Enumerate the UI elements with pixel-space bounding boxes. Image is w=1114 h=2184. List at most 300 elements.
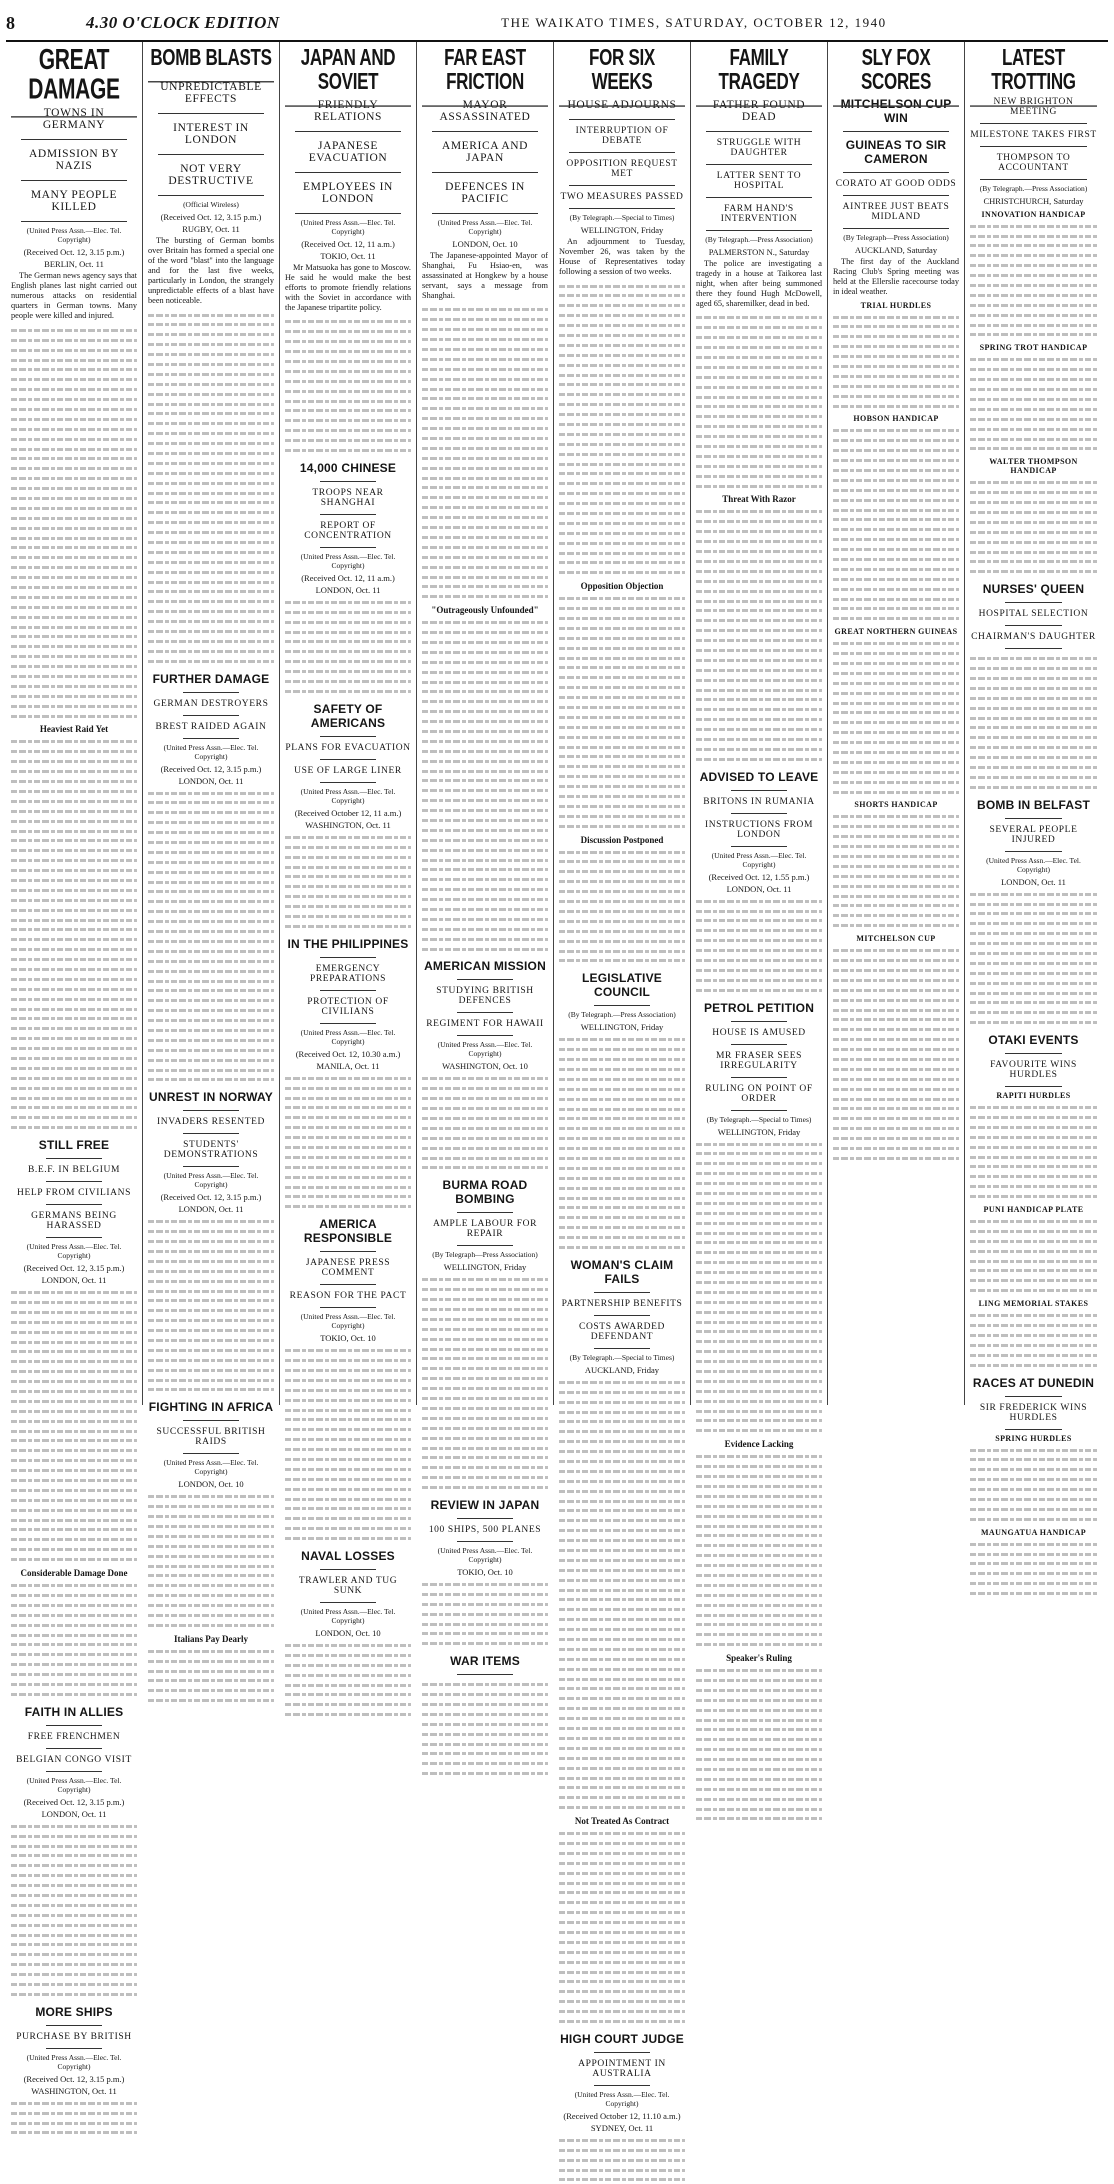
divider xyxy=(1005,1429,1062,1430)
divider xyxy=(1005,648,1062,649)
subheadline: IN THE PHILIPPINES xyxy=(287,936,409,951)
body-text-lines xyxy=(970,1539,1097,1598)
deck-line: INSTRUCTIONS FROM LONDON xyxy=(704,819,814,840)
subheadline: RACES AT DUNEDIN xyxy=(972,1375,1095,1390)
dateline: (Received Oct. 12, 3.15 p.m.) xyxy=(160,211,262,222)
section-subhead: Threat With Razor xyxy=(722,494,796,505)
deck-line: REPORT OF CONCENTRATION xyxy=(304,520,392,541)
divider xyxy=(183,692,239,693)
article-text: The bursting of German bombs over Britain has formed a special one of the word "blast" into the language and for the last five weeks, particularly in London, the strangely unpredictable effects of a blast have been noticeable. xyxy=(148,235,274,305)
deck-line: HOUSE IS AMUSED xyxy=(712,1027,806,1038)
body-text-lines xyxy=(559,2135,685,2184)
deck-line: STUDYING BRITISH DEFENCES xyxy=(436,986,534,1007)
divider xyxy=(46,1748,102,1749)
wire-credit: (By Telegraph.—Special to Times) xyxy=(569,1352,675,1362)
dateline: (Received Oct. 12, 3.15 p.m.) xyxy=(23,247,125,258)
dateline: (Received Oct. 12, 3.15 p.m.) xyxy=(23,1263,125,1274)
divider xyxy=(569,185,675,186)
body-text-lines xyxy=(422,617,548,953)
body-text-lines xyxy=(970,1310,1097,1369)
dateline: LONDON, Oct. 11 xyxy=(1001,876,1066,887)
divider xyxy=(594,1315,650,1316)
dateline: AUCKLAND, Friday xyxy=(584,1364,660,1375)
race-title: MAUNGATUA HANDICAP xyxy=(980,1527,1087,1537)
divider xyxy=(731,813,787,814)
divider xyxy=(158,113,264,114)
divider xyxy=(843,131,949,132)
subheadline: NURSES' QUEEN xyxy=(982,582,1085,597)
section-subhead: Considerable Damage Done xyxy=(20,1568,128,1579)
divider xyxy=(183,1420,239,1421)
dateline: TOKIO, Oct. 11 xyxy=(320,250,376,261)
body-text-lines xyxy=(11,325,137,721)
body-text-lines xyxy=(11,1287,137,1564)
race-title: SPRING HURDLES xyxy=(995,1433,1072,1443)
headline: BOMB BLASTS xyxy=(148,46,274,82)
deck-line: JAPANESE PRESS COMMENT xyxy=(305,1258,391,1279)
divider xyxy=(295,172,401,173)
deck-line: NOT VERY DESTRUCTIVE xyxy=(168,162,254,187)
subheadline: BOMB IN BELFAST xyxy=(977,797,1090,812)
wire-credit: (United Press Assn.—Elec. Tel. Copyright) xyxy=(300,786,396,805)
divider xyxy=(594,2052,650,2053)
headline: FOR SIX WEEKS xyxy=(559,46,685,106)
divider xyxy=(980,123,1087,124)
wire-credit: (United Press Assn.—Elec. Tel. Copyright) xyxy=(437,1040,533,1059)
headline: FAMILY TRAGEDY xyxy=(696,46,822,106)
divider xyxy=(320,1284,376,1285)
divider xyxy=(46,1725,102,1726)
wire-credit: (United Press Assn.—Elec. Tel. Copyright) xyxy=(300,1312,396,1331)
divider xyxy=(731,790,787,791)
headline: JAPAN AND SOVIET xyxy=(285,46,411,106)
divider xyxy=(1005,1396,1062,1397)
dateline: LONDON, Oct. 11 xyxy=(41,1808,107,1819)
body-text-lines xyxy=(422,1679,548,1778)
deck-line: PLANS FOR EVACUATION xyxy=(285,742,411,753)
race-title: WALTER THOMPSON HANDICAP xyxy=(989,457,1078,476)
dateline: WELLINGTON, Friday xyxy=(580,1022,664,1033)
wire-credit: (United Press Assn.—Elec. Tel. Copyright) xyxy=(26,1242,122,1261)
subheadline: FIGHTING IN AFRICA xyxy=(148,1400,274,1415)
body-text-lines xyxy=(833,312,959,411)
section-subhead: Discussion Postponed xyxy=(580,834,664,845)
divider xyxy=(1005,818,1062,819)
race-title: INNOVATION HANDICAP xyxy=(981,209,1086,219)
deck-line: AINTREE JUST BEATS MIDLAND xyxy=(842,201,950,222)
body-text-lines xyxy=(285,1640,411,1719)
wire-credit: (By Telegraph.—Press Association) xyxy=(979,183,1088,193)
section-subhead: Evidence Lacking xyxy=(724,1439,794,1450)
dateline: MANILA, Oct. 11 xyxy=(316,1060,380,1071)
body-text-lines xyxy=(970,1102,1097,1201)
wire-credit: (United Press Assn.—Elec. Tel. Copyright) xyxy=(300,551,396,570)
divider xyxy=(731,1021,787,1022)
divider xyxy=(183,1166,239,1167)
divider xyxy=(295,131,401,132)
body-text-lines xyxy=(148,310,274,666)
divider xyxy=(46,2048,102,2049)
divider xyxy=(320,547,376,548)
deck-line: BREST RAIDED AGAIN xyxy=(155,721,267,732)
body-text-lines xyxy=(422,1073,548,1172)
deck-line: AMERICA AND JAPAN xyxy=(441,139,529,164)
body-text-lines xyxy=(285,316,411,454)
dateline: LONDON, Oct. 11 xyxy=(41,1275,107,1286)
race-title: SHORTS HANDICAP xyxy=(854,800,938,810)
body-text-lines xyxy=(833,945,959,1163)
news-column xyxy=(280,42,417,1639)
news-column xyxy=(965,42,1102,1537)
dateline: BERLIN, Oct. 11 xyxy=(44,259,104,270)
subheadline: LEGISLATIVE COUNCIL xyxy=(582,971,662,1000)
dateline: LONDON, Oct. 10 xyxy=(178,1479,244,1490)
deck-line: MILESTONE TAKES FIRST xyxy=(970,129,1097,140)
divider xyxy=(594,1005,650,1006)
dateline: (Received Oct. 12, 3.15 p.m.) xyxy=(160,1192,262,1203)
section-subhead: "Outrageously Unfounded" xyxy=(431,605,539,616)
body-text-lines xyxy=(696,1139,822,1436)
dateline: (Received Oct. 12, 3.15 p.m.) xyxy=(23,1796,125,1807)
divider xyxy=(457,979,513,980)
deck-line: MR FRASER SEES IRREGULARITY xyxy=(715,1050,802,1071)
column-grid xyxy=(6,42,1108,2133)
divider xyxy=(320,759,376,760)
divider xyxy=(158,154,264,155)
dateline: LONDON, Oct. 11 xyxy=(315,584,381,595)
deck-line: DEFENCES IN PACIFIC xyxy=(445,180,525,205)
deck-line: NEW BRIGHTON MEETING xyxy=(993,96,1074,117)
dateline: (Received Oct. 12, 11 a.m.) xyxy=(301,238,395,249)
divider xyxy=(432,131,538,132)
edition-label: 4.30 O'CLOCK EDITION xyxy=(86,13,280,32)
deck-line: ADMISSION BY NAZIS xyxy=(29,148,119,173)
dateline: (Received Oct. 12, 10.30 a.m.) xyxy=(295,1048,401,1059)
divider xyxy=(320,481,376,482)
body-text-lines xyxy=(833,425,959,623)
wire-credit: (United Press Assn.—Elec. Tel. Copyright) xyxy=(300,1607,396,1626)
divider xyxy=(594,2085,650,2086)
section-subhead: Heaviest Raid Yet xyxy=(39,724,109,735)
subheadline: UNREST IN NORWAY xyxy=(149,1090,273,1105)
wire-credit: (United Press Assn.—Elec. Tel. Copyright) xyxy=(26,226,122,245)
deck-line: CORATO AT GOOD ODDS xyxy=(835,178,957,189)
dateline: LONDON, Oct. 10 xyxy=(315,1628,381,1639)
divider xyxy=(183,715,239,716)
divider xyxy=(320,736,376,737)
divider xyxy=(1005,602,1062,603)
body-text-lines xyxy=(970,1445,1097,1524)
body-text-lines xyxy=(696,1665,822,1823)
deck-line: HOSPITAL SELECTION xyxy=(978,609,1089,620)
wire-credit: (United Press Assn.—Elec. Tel. Copyright) xyxy=(437,217,533,236)
body-text-lines xyxy=(559,1377,685,1812)
dateline: RUGBY, Oct. 11 xyxy=(182,223,240,234)
wire-credit: (By Telegraph.—Special to Times) xyxy=(569,212,675,222)
subheadline: REVIEW IN JAPAN xyxy=(430,1497,540,1512)
subheadline: ADVISED TO LEAVE xyxy=(699,769,819,784)
deck-line: RULING ON POINT OF ORDER xyxy=(705,1083,813,1104)
deck-line: STUDENTS' DEMONSTRATIONS xyxy=(163,1140,259,1161)
deck-line: 100 SHIPS, 500 PLANES xyxy=(428,1524,542,1535)
divider xyxy=(457,1541,513,1542)
body-text-lines xyxy=(696,896,822,995)
body-text-lines xyxy=(285,1345,411,1543)
body-text-lines xyxy=(970,354,1097,453)
deck-line: FARM HAND'S INTERVENTION xyxy=(720,203,798,224)
body-text-lines xyxy=(285,1073,411,1211)
deck-line: FAVOURITE WINS HURDLES xyxy=(990,1060,1077,1081)
race-title: GREAT NORTHERN GUINEAS xyxy=(834,627,958,637)
body-text-lines xyxy=(696,312,822,490)
wire-credit: (United Press Assn.—Elec. Tel. Copyright) xyxy=(163,1458,259,1477)
deck-line: CHAIRMAN'S DAUGHTER xyxy=(971,632,1096,643)
dateline: WASHINGTON, Oct. 11 xyxy=(31,2085,117,2096)
wire-credit: (United Press Assn.—Elec. Tel. Copyright) xyxy=(163,742,259,761)
divider xyxy=(980,179,1087,180)
body-text-lines xyxy=(970,653,1097,791)
deck-line: GERMAN DESTROYERS xyxy=(153,698,269,709)
deck-line: TOWNS IN GERMANY xyxy=(42,107,106,132)
deck-line: TROOPS NEAR SHANGHAI xyxy=(312,487,384,508)
dateline: WASHINGTON, Oct. 11 xyxy=(305,819,391,830)
divider xyxy=(457,1245,513,1246)
news-column xyxy=(828,42,965,1405)
wire-credit: (United Press Assn.—Elec. Tel. Copyright) xyxy=(574,2089,670,2108)
dateline: (Received Oct. 12, 1.55 p.m.) xyxy=(708,871,810,882)
deck-line: HELP FROM CIVILIANS xyxy=(17,1188,131,1199)
subheadline: NAVAL LOSSES xyxy=(301,1549,395,1564)
subheadline: FAITH IN ALLIES xyxy=(24,1704,124,1719)
divider xyxy=(1005,1053,1062,1054)
dateline: WASHINGTON, Oct. 10 xyxy=(442,1061,528,1072)
article-text: An adjournment to Tuesday, November 26, was taken by the House of Representatives today following a session of two weeks. xyxy=(559,236,685,276)
subheadline: WAR ITEMS xyxy=(450,1654,520,1669)
subheadline: MORE SHIPS xyxy=(35,2004,113,2019)
dateline: WELLINGTON, Friday xyxy=(580,224,664,235)
divider xyxy=(457,1674,513,1675)
divider xyxy=(320,1307,376,1308)
deck-line: SIR FREDERICK WINS HURDLES xyxy=(979,1402,1088,1423)
divider xyxy=(320,1023,376,1024)
divider xyxy=(46,1158,102,1159)
deck-line: LATTER SENT TO HOSPITAL xyxy=(716,170,802,191)
deck-line: INTERRUPTION OF DEBATE xyxy=(575,125,669,146)
masthead xyxy=(6,6,1108,42)
deck-line: TRAWLER AND TUG SUNK xyxy=(298,1576,398,1597)
divider xyxy=(46,1771,102,1772)
body-text-lines xyxy=(970,1216,1097,1295)
dateline: LONDON, Oct. 11 xyxy=(726,883,792,894)
dateline: LONDON, Oct. 11 xyxy=(178,775,244,786)
headline: SLY FOX SCORES xyxy=(833,46,959,106)
divider xyxy=(706,230,812,231)
dateline: (Received Oct. 12, 11 a.m.) xyxy=(301,572,395,583)
divider xyxy=(731,1044,787,1045)
deck-line: FREE FRENCHMEN xyxy=(27,1731,121,1742)
deck-line: MAYOR ASSASSINATED xyxy=(439,98,531,123)
body-text-lines xyxy=(970,221,1097,340)
subheadline: AMERICA RESPONSIBLE xyxy=(303,1217,393,1246)
body-text-lines xyxy=(11,2098,137,2138)
dateline: LONDON, Oct. 10 xyxy=(452,238,518,249)
deck-line: B.E.F. IN BELGIUM xyxy=(27,1165,121,1176)
deck-line: COSTS AWARDED DEFENDANT xyxy=(579,1321,665,1342)
subheadline: 14,000 CHINESE xyxy=(299,460,397,475)
subheadline: AMERICAN MISSION xyxy=(424,959,546,974)
deck-line: PROTECTION OF CIVILIANS xyxy=(307,996,389,1017)
subheadline: OTAKI EVENTS xyxy=(988,1033,1079,1048)
divider xyxy=(46,1237,102,1238)
divider xyxy=(569,208,675,209)
body-text-lines xyxy=(11,736,137,1132)
divider xyxy=(731,846,787,847)
subheadline: SAFETY OF AMERICANS xyxy=(310,701,386,730)
news-column xyxy=(6,42,143,2096)
dateline: PALMERSTON N., Saturday xyxy=(708,246,810,257)
wire-credit: (By Telegraph.—Special to Times) xyxy=(706,1114,812,1124)
deck-line: HOUSE ADJOURNS xyxy=(567,98,677,111)
body-text-lines xyxy=(11,1580,137,1699)
dateline: (Received October 12, 11 a.m.) xyxy=(294,807,402,818)
deck-line: PARTNERSHIP BENEFITS xyxy=(561,1298,683,1309)
body-text-lines xyxy=(559,593,685,830)
divider xyxy=(21,180,127,181)
divider xyxy=(706,197,812,198)
divider xyxy=(183,738,239,739)
page-number: 8 xyxy=(6,12,15,33)
deck-line: JAPANESE EVACUATION xyxy=(308,139,388,164)
deck-line: BELGIAN CONGO VISIT xyxy=(16,1754,132,1765)
news-column xyxy=(417,42,554,1669)
subheadline: MITCHELSON CUP WIN xyxy=(840,96,952,125)
deck-line: INTEREST IN LONDON xyxy=(173,121,249,146)
divider xyxy=(569,119,675,120)
divider xyxy=(320,990,376,991)
divider xyxy=(432,172,538,173)
divider xyxy=(569,152,675,153)
wire-credit: (United Press Assn.—Elec. Tel. Copyright) xyxy=(986,855,1081,874)
divider xyxy=(21,139,127,140)
article-text: Mr Matsuoka has gone to Moscow. He said he would make the best efforts to promote friendly relations with the Soviet in accordance with the Japanese tripartite policy. xyxy=(285,262,411,312)
deck-line: UNPREDICTABLE EFFECTS xyxy=(160,80,262,105)
section-subhead: Not Treated As Contract xyxy=(574,1816,670,1827)
wire-credit: (United Press Assn.—Elec. Tel. Copyright) xyxy=(163,1171,259,1190)
race-title: TRIAL HURDLES xyxy=(860,300,932,310)
wire-credit: (United Press Assn.—Elec. Tel. Copyright) xyxy=(300,1027,396,1046)
divider xyxy=(843,228,949,229)
deck-line: REASON FOR THE PACT xyxy=(289,1291,407,1302)
dateline: LONDON, Oct. 11 xyxy=(178,1204,244,1215)
wire-credit: (United Press Assn.—Elec. Tel. Copyright) xyxy=(711,850,807,869)
wire-credit: (United Press Assn.—Elec. Tel. Copyright) xyxy=(300,217,396,236)
headline: GREAT DAMAGE xyxy=(11,46,137,118)
body-text-lines xyxy=(422,1274,548,1492)
deck-line: THOMPSON TO ACCOUNTANT xyxy=(996,152,1071,173)
divider xyxy=(320,1602,376,1603)
divider xyxy=(843,195,949,196)
dateline: TOKIO, Oct. 10 xyxy=(457,1566,513,1577)
section-subhead: Opposition Objection xyxy=(580,581,664,592)
body-text-lines xyxy=(285,832,411,931)
deck-line: BRITONS IN RUMANIA xyxy=(703,796,815,807)
deck-line: EMPLOYEES IN LONDON xyxy=(303,180,393,205)
article-text: The German news agency says that English planes last night carried out numerous attacks on residential quarters in German towns. Many people were killed and injured. xyxy=(11,271,137,320)
subheadline: PETROL PETITION xyxy=(703,1000,815,1015)
deck-line: AMPLE LABOUR FOR REPAIR xyxy=(432,1219,538,1240)
body-text-lines xyxy=(559,1828,685,2026)
wire-credit: (By Telegraph.—Press Association) xyxy=(705,234,813,244)
news-column xyxy=(554,42,691,2133)
divider xyxy=(432,213,538,214)
subheadline: HIGH COURT JUDGE xyxy=(560,2031,684,2046)
deck-line: SEVERAL PEOPLE INJURED xyxy=(989,824,1078,845)
race-title: RAPITI HURDLES xyxy=(996,1091,1071,1101)
wire-credit: (United Press Assn.—Elec. Tel. Copyright) xyxy=(26,1775,122,1794)
divider xyxy=(1005,1086,1062,1087)
body-text-lines xyxy=(833,638,959,796)
dateline: (Received Oct. 12, 3.15 p.m.) xyxy=(160,763,262,774)
divider xyxy=(320,782,376,783)
deck-line: OPPOSITION REQUEST MET xyxy=(566,158,678,179)
dateline: (Received Oct. 12, 3.15 p.m.) xyxy=(23,2073,125,2084)
deck-line: STRUGGLE WITH DAUGHTER xyxy=(716,137,802,158)
section-subhead: Italians Pay Dearly xyxy=(174,1633,248,1644)
deck-line: MANY PEOPLE KILLED xyxy=(30,189,118,214)
body-text-lines xyxy=(559,281,685,578)
divider xyxy=(320,1251,376,1252)
wire-credit: (By Telegraph—Press Association) xyxy=(432,1250,538,1260)
body-text-lines xyxy=(422,1579,548,1648)
body-text-lines xyxy=(696,506,822,763)
race-title: LING MEMORIAL STAKES xyxy=(978,1299,1089,1309)
divider xyxy=(320,1569,376,1570)
divider xyxy=(320,514,376,515)
dateline: WELLINGTON, Friday xyxy=(717,1126,801,1137)
headline: LATEST TROTTING xyxy=(970,46,1097,106)
body-text-lines xyxy=(559,847,685,966)
divider xyxy=(980,146,1087,147)
deck-line: PURCHASE BY BRITISH xyxy=(16,2031,132,2042)
divider xyxy=(1005,625,1062,626)
dateline: (Received October 12, 11.10 a.m.) xyxy=(563,2110,681,2121)
article-text: The Japanese-appointed Mayor of Shanghai, Fu Hsiao-en, was assassinated at Hongkew by a house servant, says a message from Shanghai. xyxy=(422,250,548,300)
divider xyxy=(731,1077,787,1078)
body-text-lines xyxy=(696,1451,822,1649)
divider xyxy=(183,1133,239,1134)
subheadline: STILL FREE xyxy=(38,1138,110,1153)
body-text-lines xyxy=(148,1491,274,1629)
divider xyxy=(457,1212,513,1213)
divider xyxy=(594,1292,650,1293)
divider xyxy=(183,1453,239,1454)
race-title: PUNI HANDICAP PLATE xyxy=(983,1205,1084,1215)
deck-line: FATHER FOUND DEAD xyxy=(712,98,806,123)
divider xyxy=(183,1110,239,1111)
deck-line: GERMANS BEING HARASSED xyxy=(31,1211,117,1232)
race-title: MITCHELSON CUP xyxy=(856,934,936,944)
deck-line: USE OF LARGE LINER xyxy=(294,765,402,776)
body-text-lines xyxy=(148,1646,274,1705)
deck-line: EMERGENCY PREPARATIONS xyxy=(309,963,386,984)
news-column xyxy=(691,42,828,1664)
divider xyxy=(46,1181,102,1182)
divider xyxy=(158,195,264,196)
body-text-lines xyxy=(970,889,1097,1027)
dateline: TOKIO, Oct. 10 xyxy=(320,1333,376,1344)
divider xyxy=(46,2025,102,2026)
body-text-lines xyxy=(11,1821,137,1999)
